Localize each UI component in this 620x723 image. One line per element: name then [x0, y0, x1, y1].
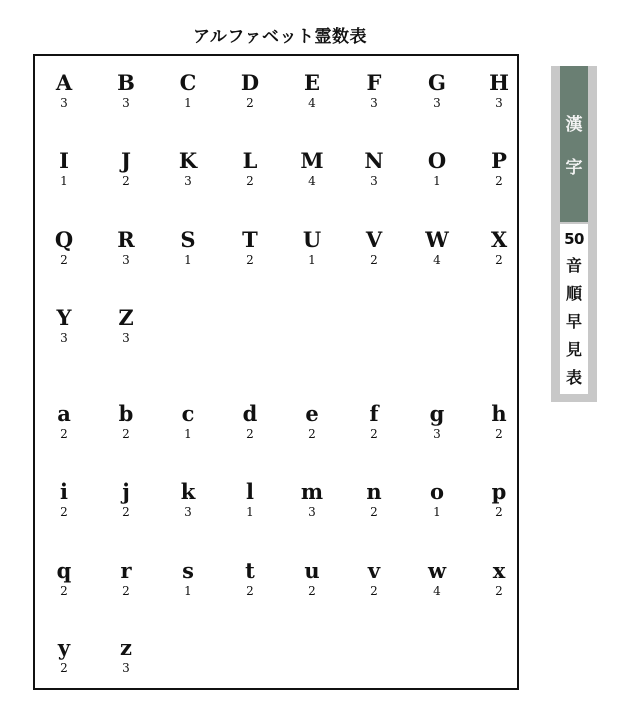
stroke-count: 1 — [433, 174, 441, 188]
stroke-count: 1 — [308, 253, 316, 267]
side-tab-index-section — [560, 224, 588, 394]
side-tab-number: 50 — [564, 230, 584, 248]
stroke-count: 3 — [60, 96, 68, 110]
letter-glyph: O — [427, 148, 447, 173]
letter-glyph: z — [120, 635, 132, 660]
stroke-count: 2 — [122, 174, 130, 188]
letter-glyph: t — [245, 558, 255, 583]
stroke-count: 2 — [60, 505, 68, 519]
stroke-count: 2 — [246, 96, 254, 110]
stroke-count: 3 — [370, 96, 378, 110]
letter-glyph: k — [180, 479, 196, 504]
letter-glyph: X — [490, 227, 508, 252]
stroke-count: 2 — [495, 584, 503, 598]
stroke-count: 1 — [184, 584, 192, 598]
letter-glyph: m — [300, 479, 324, 504]
stroke-count: 2 — [495, 505, 503, 519]
stroke-count: 2 — [495, 253, 503, 267]
letter-glyph: G — [428, 70, 446, 95]
stroke-count: 2 — [495, 174, 503, 188]
stroke-count: 3 — [184, 505, 192, 519]
letter-glyph: C — [179, 70, 197, 95]
side-tab-char: 音 — [565, 256, 582, 275]
stroke-count: 2 — [122, 584, 130, 598]
letter-glyph: N — [364, 148, 384, 173]
page-title: アルファベット霊数表 — [193, 27, 367, 47]
letter-glyph: I — [59, 148, 69, 173]
stroke-count: 1 — [60, 174, 68, 188]
letter-glyph: a — [57, 401, 71, 426]
stroke-count: 2 — [370, 253, 378, 267]
stroke-count: 3 — [308, 505, 316, 519]
stroke-count: 2 — [370, 505, 378, 519]
stroke-count: 3 — [433, 427, 441, 441]
letter-glyph: R — [117, 227, 135, 252]
stroke-count: 2 — [370, 584, 378, 598]
stroke-count: 2 — [246, 584, 254, 598]
letter-glyph: s — [182, 558, 194, 583]
letter-glyph: p — [491, 479, 507, 504]
letter-glyph: c — [181, 401, 195, 426]
stroke-count: 3 — [60, 331, 68, 345]
stroke-count: 1 — [246, 505, 254, 519]
letter-glyph: S — [180, 227, 196, 252]
stroke-count: 2 — [370, 427, 378, 441]
letter-glyph: D — [240, 70, 260, 95]
letter-glyph: Y — [56, 305, 72, 330]
stroke-count: 2 — [246, 427, 254, 441]
letter-glyph: T — [242, 227, 258, 252]
letter-glyph: A — [55, 70, 73, 95]
stroke-count: 3 — [122, 661, 130, 675]
letter-glyph: L — [242, 148, 258, 173]
stroke-count: 2 — [60, 661, 68, 675]
stroke-count: 2 — [246, 253, 254, 267]
stroke-count: 2 — [60, 427, 68, 441]
letter-glyph: H — [489, 70, 509, 95]
letter-glyph: U — [302, 227, 322, 252]
letter-glyph: V — [365, 227, 383, 252]
letter-glyph: x — [492, 558, 506, 583]
letter-glyph: o — [429, 479, 444, 504]
letter-glyph: E — [303, 70, 320, 95]
letter-glyph: Z — [118, 305, 134, 330]
stroke-count: 4 — [433, 584, 441, 598]
letter-glyph: e — [305, 401, 319, 426]
stroke-count: 2 — [60, 253, 68, 267]
side-tab-char: 早 — [565, 312, 582, 331]
stroke-count: 4 — [308, 174, 316, 188]
stroke-count: 3 — [184, 174, 192, 188]
letter-glyph: P — [491, 148, 507, 173]
letter-glyph: y — [57, 635, 71, 660]
letter-glyph: r — [120, 558, 132, 583]
letter-glyph: M — [300, 148, 324, 173]
side-index-tab — [551, 66, 597, 402]
letter-glyph: Q — [54, 227, 74, 252]
letter-glyph: g — [429, 401, 445, 426]
letter-glyph: v — [367, 558, 381, 583]
stroke-count: 4 — [433, 253, 441, 267]
letter-glyph: F — [366, 70, 382, 95]
stroke-count: 1 — [433, 505, 441, 519]
stroke-count: 3 — [433, 96, 441, 110]
letter-glyph: B — [117, 70, 135, 95]
letter-glyph: b — [118, 401, 134, 426]
side-tab-char: 漢 — [565, 115, 583, 135]
side-tab-char: 表 — [565, 368, 582, 387]
letter-glyph: n — [366, 479, 382, 504]
letter-glyph: u — [304, 558, 320, 583]
letter-glyph: h — [491, 401, 507, 426]
side-tab-kanji-section — [560, 66, 588, 222]
letter-glyph: w — [427, 558, 447, 583]
side-tab-char: 順 — [565, 284, 582, 303]
letter-glyph: f — [369, 401, 379, 426]
stroke-count: 4 — [308, 96, 316, 110]
stroke-count: 1 — [184, 253, 192, 267]
stroke-count: 2 — [308, 584, 316, 598]
letter-glyph: j — [122, 479, 130, 504]
letter-glyph: W — [425, 227, 449, 252]
letter-glyph: q — [56, 558, 72, 583]
stroke-count: 3 — [122, 253, 130, 267]
stroke-count: 2 — [308, 427, 316, 441]
side-tab-char: 見 — [565, 340, 582, 359]
letter-glyph: i — [60, 479, 68, 504]
stroke-count: 3 — [122, 331, 130, 345]
stroke-count: 2 — [246, 174, 254, 188]
stroke-count: 1 — [184, 96, 192, 110]
letter-glyph: K — [178, 148, 198, 173]
stroke-count: 2 — [122, 427, 130, 441]
letter-glyph: J — [121, 148, 131, 173]
stroke-count: 3 — [122, 96, 130, 110]
letter-glyph: d — [242, 401, 258, 426]
stroke-count: 2 — [122, 505, 130, 519]
stroke-count: 2 — [495, 427, 503, 441]
letter-glyph: l — [246, 479, 254, 504]
stroke-count: 1 — [184, 427, 192, 441]
side-tab-char: 字 — [565, 158, 583, 178]
stroke-count: 3 — [370, 174, 378, 188]
stroke-count: 2 — [60, 584, 68, 598]
stroke-count: 3 — [495, 96, 503, 110]
